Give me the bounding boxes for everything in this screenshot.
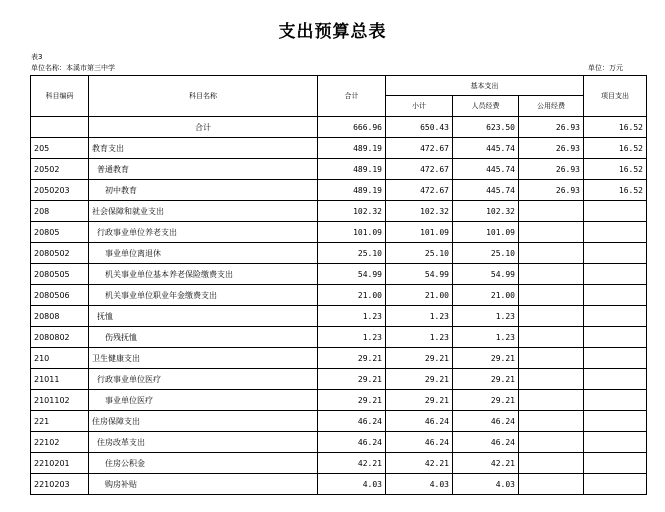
cell-public: [519, 327, 584, 348]
cell-personnel: 445.74: [453, 159, 519, 180]
table-row: [31, 327, 647, 348]
cell-name: 行政事业单位医疗: [89, 369, 318, 390]
cell-subtotal: 1.23: [386, 306, 453, 327]
cell-subtotal: 42.21: [386, 453, 453, 474]
cell-code: 2210201: [31, 453, 89, 474]
cell-code: 2101102: [31, 390, 89, 411]
cell-personnel: 46.24: [453, 432, 519, 453]
cell-total: 29.21: [318, 369, 386, 390]
cell-total: 489.19: [318, 159, 386, 180]
table-row: [31, 243, 647, 264]
cell-name: 机关事业单位职业年金缴费支出: [89, 285, 318, 306]
cell-project: [584, 285, 647, 306]
cell-total: 29.21: [318, 390, 386, 411]
cell-subtotal: 54.99: [386, 264, 453, 285]
cell-total: 489.19: [318, 180, 386, 201]
table-row: [31, 369, 647, 390]
cell-personnel: 1.23: [453, 306, 519, 327]
cell-project: [584, 306, 647, 327]
cell-code: 205: [31, 138, 89, 159]
cell-public: [519, 411, 584, 432]
cell-personnel: 29.21: [453, 390, 519, 411]
summary-public: 26.93: [519, 117, 584, 138]
header-personnel: 人员经费: [453, 96, 519, 117]
cell-code: 20805: [31, 222, 89, 243]
cell-subtotal: 29.21: [386, 369, 453, 390]
cell-public: [519, 264, 584, 285]
cell-public: 26.93: [519, 159, 584, 180]
cell-code: 2210203: [31, 474, 89, 495]
cell-subtotal: 46.24: [386, 411, 453, 432]
header-basic: 基本支出: [386, 76, 584, 96]
cell-code: 210: [31, 348, 89, 369]
cell-name: 事业单位医疗: [89, 390, 318, 411]
summary-code: [31, 117, 89, 138]
budget-table: [30, 75, 647, 495]
table-row: [31, 432, 647, 453]
cell-public: [519, 243, 584, 264]
cell-code: 2080505: [31, 264, 89, 285]
cell-code: 2050203: [31, 180, 89, 201]
table-row: [31, 474, 647, 495]
cell-project: [584, 369, 647, 390]
cell-personnel: 54.99: [453, 264, 519, 285]
cell-total: 46.24: [318, 432, 386, 453]
cell-public: [519, 348, 584, 369]
table-row: [31, 390, 647, 411]
cell-total: 102.32: [318, 201, 386, 222]
cell-project: 16.52: [584, 180, 647, 201]
cell-total: 46.24: [318, 411, 386, 432]
cell-code: 2080502: [31, 243, 89, 264]
table-row: [31, 180, 647, 201]
cell-name: 教育支出: [89, 138, 318, 159]
cell-personnel: 29.21: [453, 348, 519, 369]
cell-code: 22102: [31, 432, 89, 453]
cell-name: 住房保障支出: [89, 411, 318, 432]
cell-public: [519, 390, 584, 411]
page-title: 支出预算总表: [278, 22, 387, 42]
cell-public: [519, 306, 584, 327]
cell-public: [519, 369, 584, 390]
cell-total: 21.00: [318, 285, 386, 306]
cell-total: 101.09: [318, 222, 386, 243]
cell-total: 29.21: [318, 348, 386, 369]
cell-name: 社会保障和就业支出: [89, 201, 318, 222]
summary-project: 16.52: [584, 117, 647, 138]
cell-project: [584, 201, 647, 222]
table-row: [31, 222, 647, 243]
cell-subtotal: 472.67: [386, 138, 453, 159]
cell-name: 抚恤: [89, 306, 318, 327]
table-row: [31, 348, 647, 369]
header-subtotal: 小计: [386, 96, 453, 117]
cell-name: 住房公积金: [89, 453, 318, 474]
cell-personnel: 445.74: [453, 138, 519, 159]
cell-project: [584, 327, 647, 348]
table-row: [31, 411, 647, 432]
cell-subtotal: 29.21: [386, 348, 453, 369]
cell-public: [519, 201, 584, 222]
cell-total: 54.99: [318, 264, 386, 285]
cell-project: [584, 243, 647, 264]
cell-public: [519, 474, 584, 495]
cell-code: 208: [31, 201, 89, 222]
table-row: [31, 138, 647, 159]
form-number: 表3: [31, 53, 43, 61]
cell-personnel: 445.74: [453, 180, 519, 201]
summary-subtotal: 650.43: [386, 117, 453, 138]
cell-personnel: 25.10: [453, 243, 519, 264]
cell-public: 26.93: [519, 138, 584, 159]
cell-code: 20502: [31, 159, 89, 180]
summary-personnel: 623.50: [453, 117, 519, 138]
cell-personnel: 1.23: [453, 327, 519, 348]
cell-subtotal: 1.23: [386, 327, 453, 348]
table-row: [31, 453, 647, 474]
cell-project: 16.52: [584, 138, 647, 159]
cell-name: 初中教育: [89, 180, 318, 201]
table-row: [31, 285, 647, 306]
cell-public: 26.93: [519, 180, 584, 201]
cell-code: 2080506: [31, 285, 89, 306]
cell-project: [584, 432, 647, 453]
cell-total: 4.03: [318, 474, 386, 495]
cell-name: 普通教育: [89, 159, 318, 180]
cell-total: 1.23: [318, 327, 386, 348]
cell-project: [584, 453, 647, 474]
cell-subtotal: 29.21: [386, 390, 453, 411]
cell-code: 221: [31, 411, 89, 432]
cell-public: [519, 222, 584, 243]
cell-total: 25.10: [318, 243, 386, 264]
summary-label: 合计: [89, 117, 318, 138]
cell-project: [584, 474, 647, 495]
table-row: [31, 306, 647, 327]
cell-total: 489.19: [318, 138, 386, 159]
cell-project: [584, 348, 647, 369]
cell-name: 行政事业单位养老支出: [89, 222, 318, 243]
table-row: [31, 201, 647, 222]
cell-total: 1.23: [318, 306, 386, 327]
cell-total: 42.21: [318, 453, 386, 474]
cell-personnel: 4.03: [453, 474, 519, 495]
cell-project: [584, 390, 647, 411]
cell-public: [519, 285, 584, 306]
cell-personnel: 102.32: [453, 201, 519, 222]
cell-subtotal: 102.32: [386, 201, 453, 222]
cell-personnel: 21.00: [453, 285, 519, 306]
header-public: 公用经费: [519, 96, 584, 117]
cell-name: 购房补贴: [89, 474, 318, 495]
cell-project: [584, 411, 647, 432]
cell-code: 2080802: [31, 327, 89, 348]
cell-personnel: 29.21: [453, 369, 519, 390]
cell-code: 20808: [31, 306, 89, 327]
cell-project: [584, 222, 647, 243]
cell-code: 21011: [31, 369, 89, 390]
cell-public: [519, 453, 584, 474]
unit-name: 单位名称：本溪市第三中学: [31, 64, 115, 72]
cell-subtotal: 101.09: [386, 222, 453, 243]
cell-public: [519, 432, 584, 453]
table-row: [31, 264, 647, 285]
cell-name: 住房改革支出: [89, 432, 318, 453]
currency-unit: 单位：万元: [588, 64, 623, 72]
header-project: 项目支出: [584, 76, 647, 117]
cell-subtotal: 25.10: [386, 243, 453, 264]
cell-subtotal: 46.24: [386, 432, 453, 453]
cell-name: 机关事业单位基本养老保险缴费支出: [89, 264, 318, 285]
cell-name: 卫生健康支出: [89, 348, 318, 369]
cell-subtotal: 472.67: [386, 180, 453, 201]
cell-personnel: 101.09: [453, 222, 519, 243]
cell-subtotal: 4.03: [386, 474, 453, 495]
cell-project: [584, 264, 647, 285]
cell-subtotal: 21.00: [386, 285, 453, 306]
header-total: 合计: [318, 76, 386, 117]
summary-total: 666.96: [318, 117, 386, 138]
cell-personnel: 42.21: [453, 453, 519, 474]
cell-personnel: 46.24: [453, 411, 519, 432]
cell-project: 16.52: [584, 159, 647, 180]
summary-row: [31, 117, 647, 138]
cell-name: 伤残抚恤: [89, 327, 318, 348]
cell-subtotal: 472.67: [386, 159, 453, 180]
table-row: [31, 159, 647, 180]
header-name: 科目名称: [89, 76, 318, 117]
header-code: 科目编码: [31, 76, 89, 117]
cell-name: 事业单位离退休: [89, 243, 318, 264]
